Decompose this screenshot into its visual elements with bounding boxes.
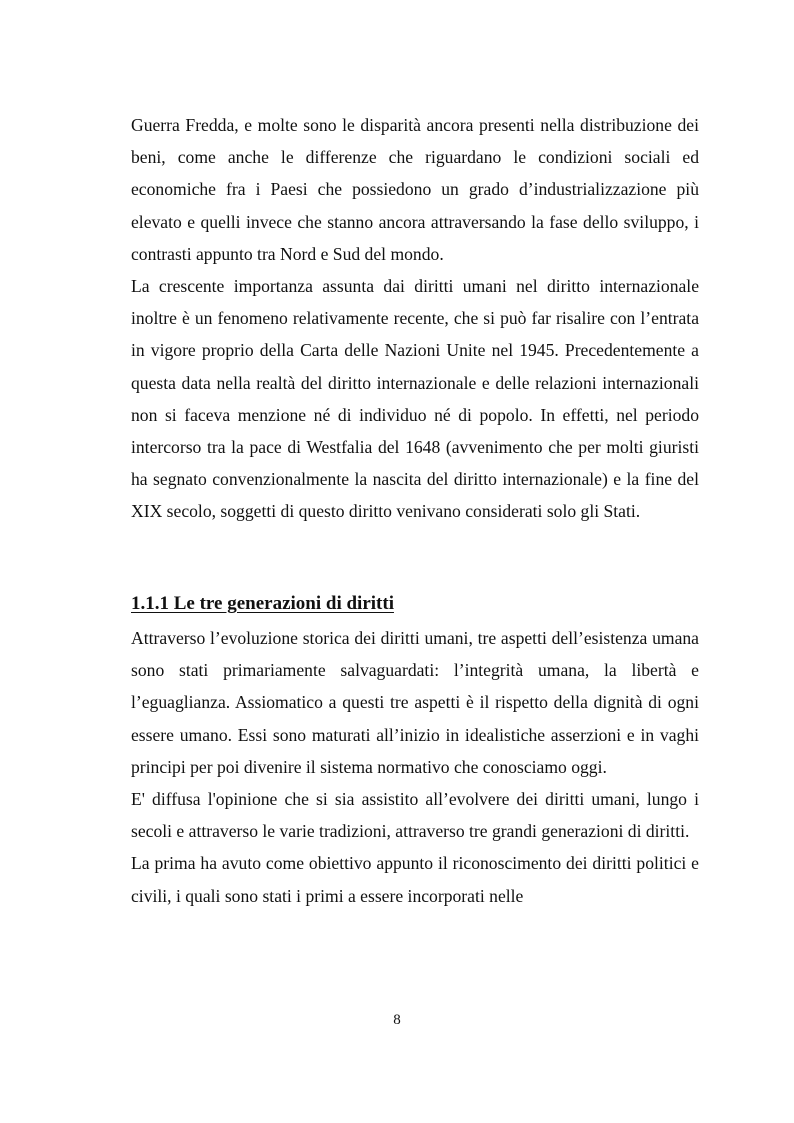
paragraph-first-generation: La prima ha avuto come obiettivo appunto il riconoscimento dei diritti politici e civili, i quali sono stati i primi a essere incorporati nelle <box>131 853 699 906</box>
page-number: 8 <box>393 1012 401 1028</box>
paragraph-three-generations-opinion: E' diffusa l'opinione che si sia assistito all’evolvere dei diritti umani, lungo i secoli e attraverso le varie tradizioni, attraverso tre grandi generazioni di diritti. <box>131 789 699 842</box>
section-heading: 1.1.1 Le tre generazioni di diritti <box>131 593 394 614</box>
paragraph-human-rights-importance: La crescente importanza assunta dai diritti umani nel diritto internazionale inoltre è un fenomeno relativamente recente, che si può far risalire con l’entrata in vigore proprio della Carta delle Nazioni Unite nel 1945. Precedentemente a questa data nella realtà del diritto internazionale e delle relazioni internazionali non si faceva menzione né di individuo né di popolo. In effetti, nel periodo intercorso tra la pace di Westfalia del 1648 (avvenimento che per molti giuristi ha segnato convenzionalmente la nascita del diritto internazionale) e la fine del XIX secolo, soggetti di questo diritto venivano considerati solo gli Stati. <box>131 276 699 522</box>
paragraph-cold-war-disparities: Guerra Fredda, e molte sono le disparità ancora presenti nella distribuzione dei beni, come anche le differenze che riguardano le condizioni sociali ed economiche fra i Paesi che possiedono un grado d’industrializzazione più elevato e quelli invece che stanno ancora attraversando la fase dello sviluppo, i contrasti appunto tra Nord e Sud del mondo. <box>131 115 699 264</box>
paragraph-historical-evolution: Attraverso l’evoluzione storica dei diritti umani, tre aspetti dell’esistenza umana sono stati primariamente salvaguardati: l’integrità umana, la libertà e l’eguaglianza. Assiomatico a questi tre aspetti è il rispetto della dignità di ogni essere umano. Essi sono maturati all’inizio in idealistiche asserzioni e in vaghi principi per poi divenire il sistema normativo che conosciamo oggi. <box>131 628 699 777</box>
body-text-top <box>131 109 699 528</box>
section-three-generations <box>131 589 699 912</box>
